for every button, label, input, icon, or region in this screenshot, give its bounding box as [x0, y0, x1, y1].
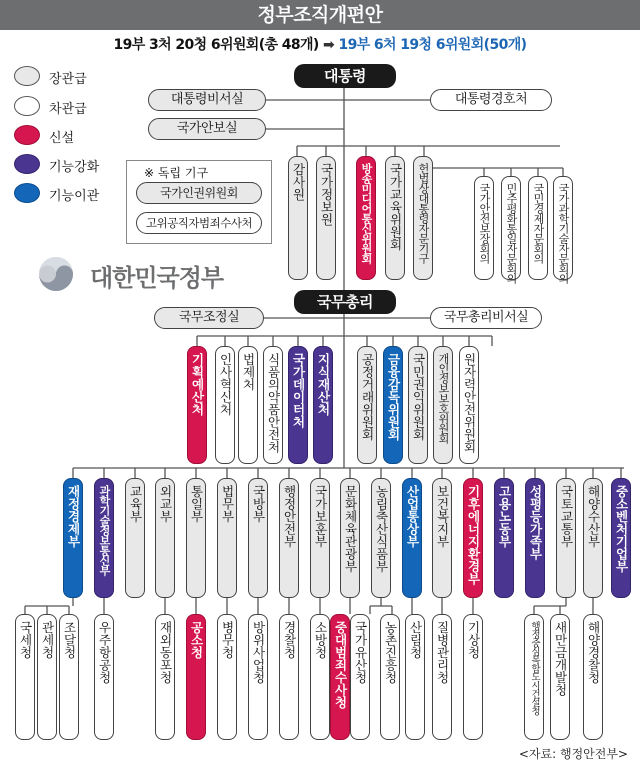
presidential-security-service: 대통령경호처	[430, 89, 552, 111]
legend-label: 차관급	[49, 102, 87, 117]
nis: 국가정보원	[316, 156, 336, 280]
ministry-health-welfare: 보건복지부	[432, 478, 452, 598]
prosecution-service: 공소청	[186, 614, 206, 740]
national-education-commission: 국가교육위원회	[385, 156, 405, 280]
meteorological-administration: 기상청	[463, 614, 483, 740]
police-agency: 경찰청	[279, 614, 299, 740]
overseas-koreans-agency: 재외동포청	[155, 614, 175, 740]
customs-service: 관세청	[37, 614, 57, 740]
ministry-patriots-veterans: 국가보훈부	[310, 478, 330, 598]
ministry-culture-sports-tourism: 문화체육관광부	[340, 478, 360, 598]
independent-bodies-title: ※ 독립 기구	[144, 166, 209, 180]
coast-guard: 해양경찰청	[583, 614, 603, 740]
legend-label: 장관급	[49, 72, 87, 87]
intellectual-property-office: 지식재산처	[313, 346, 333, 464]
ministry-unification: 통일부	[186, 478, 206, 598]
ministry-foreign-affairs: 외교부	[155, 478, 175, 598]
constitutional-advisory-body: 헌법상대통령자문기구	[413, 156, 433, 280]
saemangeum-development-agency: 새만금개발청	[550, 614, 570, 740]
serious-crimes-investigation-agency: 중대범죄수사청	[330, 614, 350, 740]
chart-title: 정부조직개편안	[0, 0, 640, 30]
science-tech-advisory-council: 국가과학기술자문회의	[553, 176, 573, 280]
ministry-industry-trade: 산업통상부	[402, 478, 422, 598]
personnel-innovation-office: 인사혁신처	[215, 346, 235, 464]
food-drug-safety-office: 식품의약품안전처	[263, 346, 283, 464]
legislation-office: 법제처	[238, 346, 258, 464]
cio-office: 고위공직자범죄수사처	[136, 212, 262, 234]
aerospace-administration: 우주항공청	[94, 614, 114, 740]
subtitle-after: 19부 6처 19청 6위원회(50개)	[338, 37, 527, 53]
ministry-justice: 법무부	[217, 478, 237, 598]
ministry-oceans-fisheries: 해양수산부	[583, 478, 603, 598]
ministry-defense: 국방부	[248, 478, 268, 598]
pm-secretariat: 국무총리비서실	[430, 307, 542, 329]
legend-swatch	[14, 154, 40, 174]
disease-control-agency: 질병관리청	[432, 614, 452, 740]
ministry-science-ict: 과학기술정보통신부	[94, 478, 114, 598]
ministry-education: 교육부	[125, 478, 145, 598]
ministry-agriculture: 농림축산식품부	[371, 478, 391, 598]
privacy-commission: 개인정보보호위원회	[433, 346, 453, 464]
national-data-office: 국가데이터처	[288, 346, 308, 464]
legend-label: 기능강화	[49, 160, 100, 175]
presidential-secretariat: 대통령비서실	[148, 89, 266, 111]
source-credit: <자료: 행정안전부>	[518, 747, 628, 761]
legend-swatch	[14, 66, 40, 86]
national-tax-service: 국세청	[15, 614, 35, 740]
defense-acquisition-agency: 방위사업청	[248, 614, 268, 740]
subtitle	[0, 34, 640, 54]
heritage-service: 국가유산청	[350, 614, 370, 740]
military-manpower-administration: 병무청	[217, 614, 237, 740]
government-logo-text: 대한민국정부	[90, 264, 224, 292]
nuclear-safety-commission: 원자력안전위원회	[459, 346, 479, 464]
office-for-government-policy-coordination: 국무조정실	[154, 307, 264, 329]
arrow-icon: ➡	[323, 37, 335, 53]
peaceful-unification-council: 민주평화통일자문회의	[501, 176, 521, 280]
legend-label: 신설	[49, 131, 75, 146]
president-box: 대통령	[294, 64, 396, 88]
procurement-service: 조달청	[59, 614, 79, 740]
ministry-gender-equality-family: 성평등가족부	[525, 478, 545, 598]
fire-agency: 소방청	[310, 614, 330, 740]
national-security-council: 국가안전보장회의	[474, 176, 494, 280]
ministry-climate-energy-environment: 기후에너지환경부	[463, 478, 483, 598]
fair-trade-commission: 공정거래위원회	[357, 346, 377, 464]
subtitle-before: 19부 3처 20청 6위원회(총 48개)	[113, 37, 319, 53]
national-security-office: 국가안보실	[148, 118, 266, 140]
anti-corruption-commission: 국민권익위원회	[408, 346, 428, 464]
ministry-economy-finance: 재정경제부	[63, 478, 83, 598]
legend-swatch	[14, 183, 40, 203]
legend-label: 기능이관	[49, 189, 100, 204]
broadcast-media-comm-commission: 방송미디어통신위원회	[356, 156, 376, 280]
human-rights-commission: 국가인권위원회	[136, 182, 262, 204]
planning-budget-office: 기획예산처	[187, 346, 207, 464]
ministry-employment-labor: 고용노동부	[494, 478, 514, 598]
board-of-audit: 감사원	[288, 156, 308, 280]
ministry-smes-startups: 중소벤처기업부	[611, 478, 631, 598]
economic-advisory-council: 국민경제자문회의	[528, 176, 548, 280]
legend-swatch	[14, 125, 40, 145]
taegeuk-logo-icon	[36, 254, 86, 294]
rural-development-administration: 농촌진흥청	[380, 614, 400, 740]
forest-service: 산림청	[405, 614, 425, 740]
multifunctional-city-construction-agency: 행정중심복합도시건설청	[524, 614, 544, 740]
pm-box: 국무총리	[294, 290, 396, 314]
financial-supervisory-commission: 금융감독위원회	[383, 346, 403, 464]
legend-swatch	[14, 96, 40, 116]
ministry-land-transport: 국토교통부	[556, 478, 576, 598]
ministry-interior-safety: 행정안전부	[279, 478, 299, 598]
